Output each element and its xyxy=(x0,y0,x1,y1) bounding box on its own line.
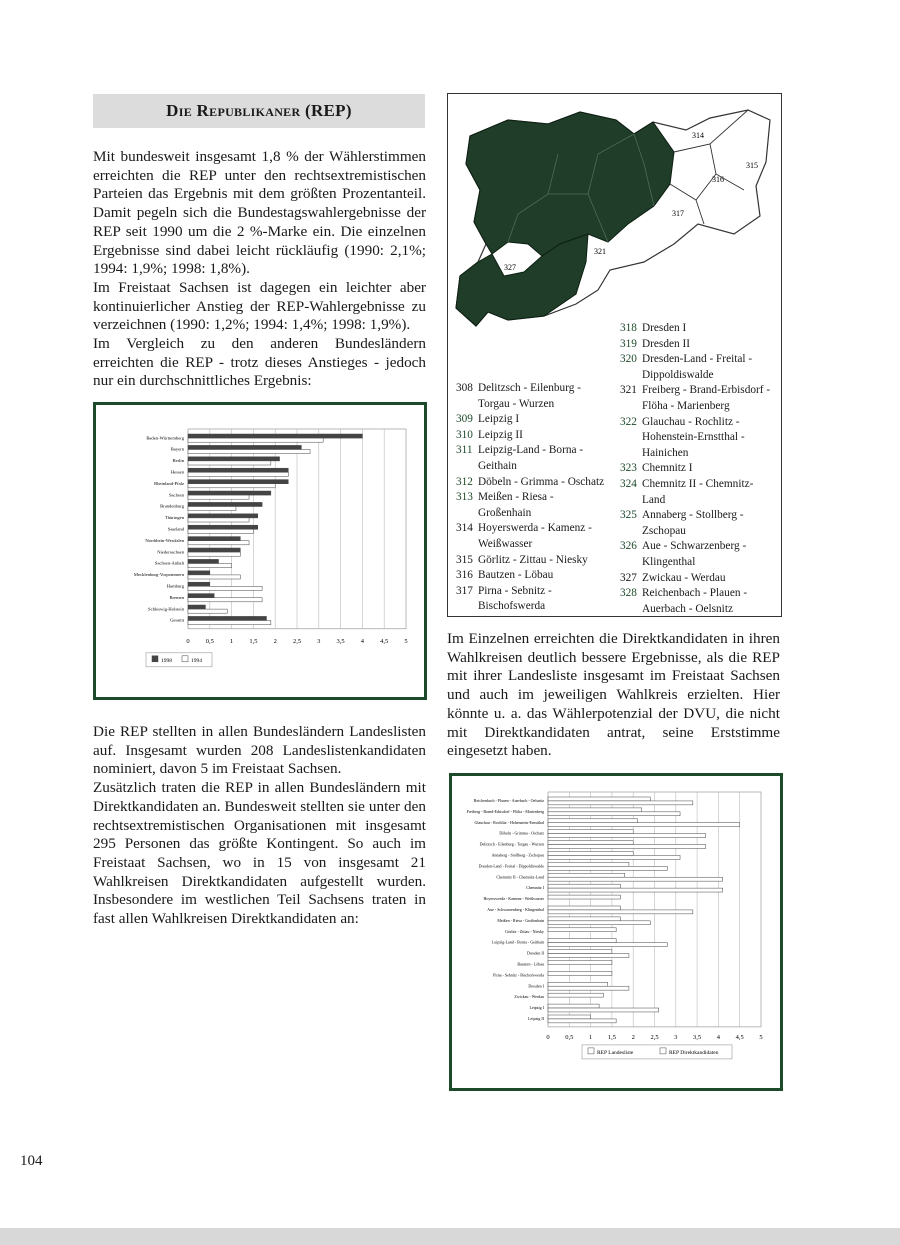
map-label: 314 xyxy=(692,131,704,140)
category-label: Schleswig-Holstein xyxy=(148,606,184,612)
bar-1998 xyxy=(188,480,288,484)
paragraph: Im Freistaat Sachsen ist dagegen ein leichter aber kontinuierlicher Anstieg der REP-Wahlergebnisse zu verzeichnen (1990: 1,2%; 1994: 1,4%; 1998: 1,9%). xyxy=(93,278,426,334)
legend-label: Chemnitz II - Chemnitz-Land xyxy=(642,477,754,506)
legend-label: Leipzig-Land - Borna - Geithain xyxy=(478,444,584,472)
bar-1998 xyxy=(188,445,301,449)
bar-1994 xyxy=(188,450,310,454)
bar-1994 xyxy=(188,461,271,465)
chart-wahlkreise-box xyxy=(449,773,783,1091)
lower-text xyxy=(93,723,426,929)
x-tick-label: 3,5 xyxy=(336,637,345,645)
paragraph: Im Einzelnen erreichten die Direktkandidaten in ihren Wahlkreisen deutlich bessere Ergebnisse, als die REP mit ihrer Landesliste insgesamt im Freistaat Sachsen und auch im jeweiligen Wahlkreis erzielten. Hier könnte u. a. das Wählerpotenzial der DVU, die nicht mit Direktkandidaten antrat, seine Erststimme eingesetzt haben. xyxy=(447,630,780,760)
bar-rep-direktkandidaten xyxy=(548,812,680,816)
bar-1994 xyxy=(188,495,249,499)
legend-number: 313 xyxy=(456,491,473,504)
category-label: Thüringen xyxy=(164,515,184,521)
map-box xyxy=(447,93,782,617)
x-tick-label: 4 xyxy=(716,1033,721,1041)
legend-row xyxy=(456,568,606,584)
legend-row xyxy=(456,490,606,521)
x-tick-label: 1 xyxy=(229,637,234,645)
bar-rep-landesliste xyxy=(548,950,612,954)
legend-label: Freiberg - Brand-Erbisdorf - Flöha - Marienberg xyxy=(642,384,771,412)
bar-1998 xyxy=(188,434,362,438)
page-title: Die Republikaner (REP) xyxy=(166,101,352,120)
category-label: Brandenburg xyxy=(160,503,184,509)
map-label: 315 xyxy=(746,161,758,170)
category-label: Dresden-Land - Freital - Dippoldiswalde xyxy=(478,863,544,869)
legend-row xyxy=(620,461,776,477)
category-label: Rheinland-Pfalz xyxy=(154,480,184,486)
legend-label: Reichenbach - Plauen - Auerbach - Oelsnitz xyxy=(642,587,748,615)
bar-rep-direktkandidaten xyxy=(548,921,650,925)
legend-label: Dresden II xyxy=(642,337,690,350)
map-legend-right xyxy=(620,321,776,617)
category-label: Aue - Schwarzenberg - Klingenthal xyxy=(487,906,544,912)
bar-1994 xyxy=(188,552,240,556)
bar-1998 xyxy=(188,457,280,461)
legend-row xyxy=(620,321,776,337)
title-bar xyxy=(93,94,425,128)
bar-rep-landesliste xyxy=(548,993,603,997)
bar-1994 xyxy=(188,529,253,533)
bar-rep-landesliste xyxy=(548,830,633,834)
bar-1998 xyxy=(188,502,262,506)
bar-rep-direktkandidaten xyxy=(548,877,723,881)
bar-1998 xyxy=(188,571,210,575)
legend-entry: REP Direktkandidaten xyxy=(669,1049,719,1056)
legend-entry: REP Landesliste xyxy=(597,1049,634,1056)
legend-entry: 1998 xyxy=(161,657,172,664)
legend-row xyxy=(456,521,606,552)
category-label: Hoyerswerda - Kamenz - Weißwasser xyxy=(483,896,544,902)
page-number: 104 xyxy=(20,1153,43,1169)
x-tick-label: 0 xyxy=(186,637,190,645)
bar-rep-direktkandidaten xyxy=(548,801,693,805)
legend-label: Glauchau - Rochlitz - Hohenstein-Ernstthal - Hainichen xyxy=(642,415,745,459)
legend-row xyxy=(456,553,606,569)
bar-1994 xyxy=(188,518,249,522)
x-tick-label: 0 xyxy=(546,1033,550,1041)
legend-row xyxy=(620,337,776,353)
legend-row xyxy=(620,477,776,508)
category-label: Chemnitz II - Chemnitz-Land xyxy=(496,874,544,880)
legend-number: 314 xyxy=(456,522,473,535)
category-label: Reichenbach - Plauen - Auerbach - Oelsnitz xyxy=(473,797,544,803)
bar-rep-landesliste xyxy=(548,852,633,856)
x-tick-label: 5 xyxy=(404,637,408,645)
bar-rep-landesliste xyxy=(548,862,629,866)
bar-rep-direktkandidaten xyxy=(548,954,629,958)
legend-number: 326 xyxy=(620,540,637,553)
bar-1998 xyxy=(188,559,219,563)
category-label: Dresden I xyxy=(528,983,544,989)
bar-rep-landesliste xyxy=(548,884,620,888)
chart-bundeslaender xyxy=(96,405,424,697)
category-label: Nordrhein-Westfalen xyxy=(145,537,184,543)
legend-swatch xyxy=(588,1048,594,1054)
legend-number: 308 xyxy=(456,382,473,394)
category-label: Chemnitz I xyxy=(526,885,544,891)
category-label: Hessen xyxy=(170,469,184,475)
legend-row xyxy=(456,412,606,428)
legend-label: Chemnitz I xyxy=(642,462,693,475)
legend-label: Leipzig I xyxy=(478,413,520,426)
category-label: Saarland xyxy=(167,526,184,532)
bar-rep-landesliste xyxy=(548,939,616,943)
bar-1998 xyxy=(188,594,214,598)
category-label: Baden-Württemberg xyxy=(146,435,184,441)
legend-number: 311 xyxy=(456,444,473,457)
legend-label: Hoyerswerda - Kamenz - Weißwasser xyxy=(478,522,592,550)
map-label: 321 xyxy=(594,247,606,256)
legend-label: Annaberg - Stollberg - Zschopau xyxy=(642,509,744,537)
category-label: Pirna - Sebnitz - Bischofswerda xyxy=(493,972,544,978)
legend-label: Meißen - Riesa - Großenhain xyxy=(478,491,554,519)
legend-swatch xyxy=(152,656,158,662)
paragraph: Mit bundesweit insgesamt 1,8 % der Wählerstimmen erreichten die REP unter den rechtsextremistischen Parteien das Ergebnis mit dem größten Prozentanteil. Damit pegeln sich die Bundestagswahlergebnisse der REP seit 1990 um die 2 %-Marke ein. Die einzelnen Ergebnisse sind dabei leicht rückläufig (1990: 2,1%; 1994: 1,9%; 1998: 1,8%). xyxy=(93,148,426,278)
legend-number: 324 xyxy=(620,477,637,490)
bar-rep-landesliste xyxy=(548,808,642,812)
legend-number: 318 xyxy=(620,322,637,334)
bar-1994 xyxy=(188,609,227,613)
category-label: Leipzig-Land - Borna - Geithain xyxy=(492,939,544,945)
bar-rep-landesliste xyxy=(548,819,637,823)
category-label: Sachsen xyxy=(168,492,184,498)
legend-number: 315 xyxy=(456,553,473,566)
bar-rep-landesliste xyxy=(548,917,620,921)
chart-bundeslaender-box xyxy=(93,402,427,700)
legend-row xyxy=(620,352,776,383)
bar-rep-direktkandidaten xyxy=(548,910,693,914)
paragraph: Im Vergleich zu den anderen Bundesländern erreichten die REP - trotz dieses Anstieges - jedoch nur ein durchschnittliches Ergebnis: xyxy=(93,335,426,390)
bar-rep-direktkandidaten xyxy=(548,823,740,827)
legend-label: Dresden-Land - Freital - Dippoldiswalde xyxy=(642,353,753,381)
legend-number: 327 xyxy=(620,571,637,584)
legend-label: Leipzig II xyxy=(478,428,523,441)
bar-rep-landesliste xyxy=(548,982,608,986)
category-label: Bautzen - Löbau xyxy=(517,961,544,967)
bar-1994 xyxy=(188,621,271,625)
legend-number: 310 xyxy=(456,428,473,441)
legend-number: 322 xyxy=(620,415,637,428)
x-tick-label: 3 xyxy=(674,1033,678,1041)
bar-1994 xyxy=(188,541,249,545)
x-tick-label: 4 xyxy=(360,637,365,645)
page-edge xyxy=(0,1228,900,1245)
x-tick-label: 1,5 xyxy=(249,637,258,645)
category-label: Hamburg xyxy=(166,583,184,589)
category-label: Freiberg - Brand-Erbisdorf - Flöha - Marienberg xyxy=(466,808,544,814)
category-label: Meißen - Riesa - Großenhain xyxy=(497,917,544,923)
bar-1998 xyxy=(188,491,271,495)
bar-rep-direktkandidaten xyxy=(548,1008,659,1012)
category-label: Leipzig I xyxy=(529,1005,544,1011)
x-tick-label: 3 xyxy=(317,637,321,645)
category-label: Delitzsch - Eilenburg - Torgau - Wurzen xyxy=(479,841,544,847)
x-tick-label: 2,5 xyxy=(292,637,302,645)
legend-label: Delitzsch - Eilenburg - Torgau - Wurzen xyxy=(478,382,582,410)
bar-1994 xyxy=(188,564,232,568)
bar-rep-direktkandidaten xyxy=(548,943,667,947)
bar-1994 xyxy=(188,598,262,602)
bar-1994 xyxy=(188,438,323,442)
bar-1998 xyxy=(188,525,258,529)
legend-row xyxy=(620,571,776,587)
legend-row xyxy=(456,584,606,615)
map-label: 327 xyxy=(504,263,516,272)
bar-rep-landesliste xyxy=(548,971,612,975)
bar-rep-landesliste xyxy=(548,841,633,845)
bar-1994 xyxy=(188,575,240,579)
bar-1994 xyxy=(188,507,236,511)
x-tick-label: 5 xyxy=(759,1033,763,1041)
category-label: Gesamt xyxy=(169,617,184,623)
x-tick-label: 0,5 xyxy=(565,1033,574,1041)
x-tick-label: 3,5 xyxy=(693,1033,702,1041)
category-label: Sachsen-Anhalt xyxy=(154,560,184,566)
x-tick-label: 1 xyxy=(588,1033,593,1041)
bar-1998 xyxy=(188,605,205,609)
right-text xyxy=(447,630,780,761)
x-tick-label: 0,5 xyxy=(205,637,214,645)
legend-number: 320 xyxy=(620,353,637,366)
map-legend-left xyxy=(456,381,606,615)
bar-rep-landesliste xyxy=(548,928,616,932)
legend-label: Pirna - Sebnitz - Bischofswerda xyxy=(478,584,552,613)
legend-row xyxy=(456,475,606,491)
legend-row xyxy=(456,443,606,474)
bar-rep-direktkandidaten xyxy=(548,866,667,870)
legend-number: 309 xyxy=(456,413,473,426)
intro-text xyxy=(93,148,426,391)
paragraph: Die REP stellten in allen Bundesländern Landeslisten auf. Insgesamt wurden 208 Landeslistenkandidaten nominiert, davon 5 im Freistaat Sachsen. xyxy=(93,723,426,778)
legend-swatch xyxy=(660,1048,666,1054)
map-label: 317 xyxy=(672,209,684,218)
category-label: Niedersachsen xyxy=(157,549,184,555)
legend-label: Bautzen - Löbau xyxy=(478,569,554,582)
bar-rep-direktkandidaten xyxy=(548,855,680,859)
bar-1994 xyxy=(188,472,288,476)
x-tick-label: 4,5 xyxy=(380,637,389,645)
category-label: Annaberg - Stollberg - Zschopau xyxy=(491,852,544,858)
category-label: Görlitz - Zittau - Niesky xyxy=(505,928,544,934)
saxony-map xyxy=(448,94,781,334)
bar-1998 xyxy=(188,582,210,586)
legend-row xyxy=(620,383,776,414)
category-label: Berlin xyxy=(172,458,184,464)
bar-1998 xyxy=(188,537,240,541)
bar-rep-landesliste xyxy=(548,1015,591,1019)
bar-rep-landesliste xyxy=(548,895,620,899)
legend-row xyxy=(456,381,606,412)
bar-1998 xyxy=(188,548,240,552)
legend-number: 316 xyxy=(456,569,473,582)
legend-number: 312 xyxy=(456,475,473,488)
legend-label: Zwickau - Werdau xyxy=(642,571,726,584)
legend-row xyxy=(620,586,776,617)
legend-number: 319 xyxy=(620,337,637,350)
legend-number: 328 xyxy=(620,587,637,600)
category-label: Leipzig II xyxy=(528,1015,544,1021)
legend-number: 325 xyxy=(620,509,637,522)
x-tick-label: 2 xyxy=(631,1033,635,1041)
legend-number: 321 xyxy=(620,384,637,397)
category-label: Döbeln - Grimma - Oschatz xyxy=(499,830,544,836)
paragraph: Zusätzlich traten die REP in allen Bundesländern mit Direktkandidaten an. Bundesweit stellten sie unter den rechtsextremistischen Organisationen mit insgesamt 295 Personen das größte Kontingent. So auch im Freistaat Sachsen, wo in 15 von insgesamt 21 Wahlkreisen Direktkandidaten aufgestellt wurden. Insbesondere im westlichen Teil Sachsens traten in fast allen Wahlkreisen Direktkandidaten an: xyxy=(93,779,426,928)
category-label: Glauchau - Rochlitz - Hohenstein-Ernstthal xyxy=(474,819,544,825)
chart-wahlkreise xyxy=(452,776,780,1088)
legend-number: 323 xyxy=(620,462,637,475)
bar-rep-landesliste xyxy=(548,1004,599,1008)
bar-rep-landesliste xyxy=(548,906,620,910)
legend-label: Döbeln - Grimma - Oschatz xyxy=(478,475,605,488)
x-tick-label: 1,5 xyxy=(607,1033,616,1041)
category-label: Bayern xyxy=(170,446,184,452)
x-tick-label: 2,5 xyxy=(650,1033,659,1041)
category-label: Dresden II xyxy=(527,950,544,956)
bar-rep-direktkandidaten xyxy=(548,986,629,990)
legend-row xyxy=(620,508,776,539)
x-tick-label: 2 xyxy=(273,637,277,645)
x-tick-label: 4,5 xyxy=(735,1033,744,1041)
bar-rep-direktkandidaten xyxy=(548,888,723,892)
legend-row xyxy=(620,415,776,462)
legend-label: Görlitz - Zittau - Niesky xyxy=(478,553,588,566)
legend-label: Aue - Schwarzenberg - Klingenthal xyxy=(642,540,747,568)
category-label: Bremen xyxy=(169,594,184,600)
bar-1994 xyxy=(188,484,275,488)
legend-row xyxy=(456,428,606,444)
legend-swatch xyxy=(182,656,188,662)
legend-number: 317 xyxy=(456,584,473,597)
bar-rep-landesliste xyxy=(548,797,650,801)
legend-row xyxy=(620,539,776,570)
bar-rep-direktkandidaten xyxy=(548,845,706,849)
bar-1998 xyxy=(188,514,258,518)
bar-rep-landesliste xyxy=(548,961,612,965)
bar-1998 xyxy=(188,616,266,620)
legend-entry: 1994 xyxy=(191,657,202,664)
bar-rep-direktkandidaten xyxy=(548,834,706,838)
map-label: 316 xyxy=(712,175,724,184)
bar-1994 xyxy=(188,586,262,590)
category-label: Zwickau - Werdau xyxy=(514,994,544,1000)
bar-1998 xyxy=(188,468,288,472)
legend-label: Dresden I xyxy=(642,322,687,334)
category-label: Mecklenburg-Vorpommern xyxy=(133,572,184,578)
bar-rep-direktkandidaten xyxy=(548,1019,616,1023)
bar-rep-landesliste xyxy=(548,873,625,877)
